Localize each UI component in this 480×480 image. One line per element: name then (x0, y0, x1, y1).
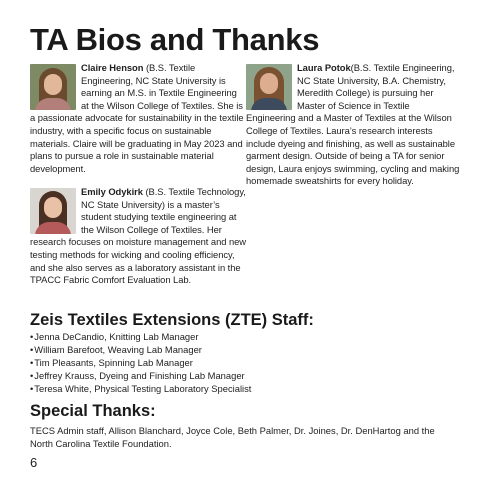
list-item: • Tim Pleasants, Spinning Lab Manager (30, 357, 251, 370)
bio-name: Emily Odykirk (81, 186, 143, 197)
bio-text: (B.S. Textile Technology, NC State University) is a master’s student studying textile engineering at the Wilson College of Textiles. Her research focuses on moisture management and new testing methods for wicking and cooling efficiency, and she also serves as a laboratory assistant in the TPACC Fabric Comfort Evaluation Lab. (30, 186, 246, 286)
bio-text: (B.S. Textile Engineering, NC State University, B.A. Chemistry, Meredith College) is pursuing her Master of Science in Textile Engineering and a Master of Textiles at the Wilson College of Textiles. Laura’s research interests include dyeing and finishing, as well as sustainable garment design. Outside of being a TA for senior design, Laura enjoys swimming, cycling and making homemade sweatshirts for every holiday. (246, 62, 460, 187)
portrait-photo (30, 64, 76, 110)
thanks-text: TECS Admin staff, Allison Blanchard, Joyce Cole, Beth Palmer, Dr. Joines, Dr. DenHartog and the North Carolina Textile Foundation. (30, 425, 435, 449)
bio-name: Claire Henson (81, 62, 144, 73)
list-item: • Jenna DeCandio, Knitting Lab Manager (30, 331, 251, 344)
bio-laura-potok (246, 62, 460, 188)
bio-claire-henson (30, 62, 246, 175)
staff-list (30, 331, 251, 396)
portrait-photo (246, 64, 292, 110)
portrait-photo (30, 188, 76, 234)
list-item: • William Barefoot, Weaving Lab Manager (30, 344, 251, 357)
thanks-heading: Special Thanks: (30, 402, 156, 420)
list-item: • Teresa White, Physical Testing Laboratory Specialist (30, 383, 251, 396)
bio-text: (B.S. Textile Engineering, NC State University is earning an M.S. in Textile Engineering at the Wilson College of Textiles. She is a passionate advocate for sustainability in the textile industry, with a specific focus on sustainable materials. Claire will be graduating in May 2023 and plans to pursue a role in sustainable material development. (30, 62, 244, 174)
page-number: 6 (30, 455, 38, 470)
list-item: • Jeffrey Krauss, Dyeing and Finishing Lab Manager (30, 370, 251, 383)
staff-heading: Zeis Textiles Extensions (ZTE) Staff: (30, 311, 314, 329)
bio-emily-odykirk (30, 186, 246, 287)
bio-name: Laura Potok (297, 62, 351, 73)
page-title: TA Bios and Thanks (30, 22, 320, 57)
